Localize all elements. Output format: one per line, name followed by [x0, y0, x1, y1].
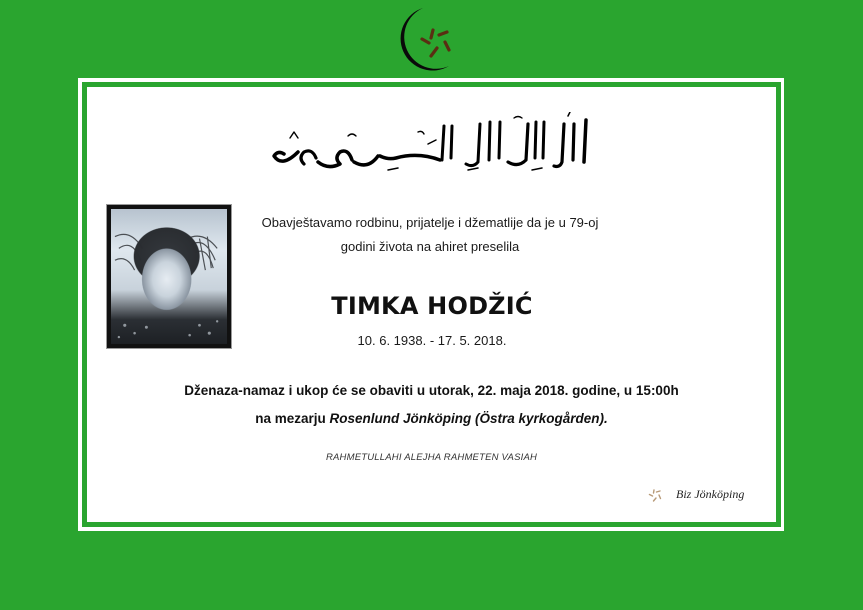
- crescent-and-star-icon: [393, 6, 465, 74]
- deceased-name: TIMKA HODŽIĆ: [331, 292, 533, 320]
- prayer-text: RAHMETULLAHI ALEJHA RAHMETEN VASIAH: [325, 452, 538, 463]
- organization-name: Biz Jönköping: [676, 487, 745, 501]
- portrait-photo: [111, 209, 227, 344]
- notice-text-line-2: godini života na ahiret preselila: [340, 239, 520, 254]
- funeral-details-line-2: [100, 411, 763, 426]
- crescent-and-star-logo-icon: [638, 482, 668, 508]
- portrait-frame: [106, 204, 232, 349]
- funeral-details-line-1: Dženaza-namaz i ukop će se obaviti u utorak, 22. maja 2018. godine, u 15:00h: [184, 383, 679, 398]
- funeral-place-prefix: na mezarju: [255, 411, 330, 426]
- notice-text-line-1: Obavještavamo rodbinu, prijatelje i džematlije da je u 79-oj: [261, 215, 599, 230]
- funeral-place: Rosenlund Jönköping (Östra kyrkogården).: [329, 411, 608, 426]
- life-dates: 10. 6. 1938. - 17. 5. 2018.: [357, 333, 507, 348]
- arabic-calligraphy-icon: [268, 112, 596, 174]
